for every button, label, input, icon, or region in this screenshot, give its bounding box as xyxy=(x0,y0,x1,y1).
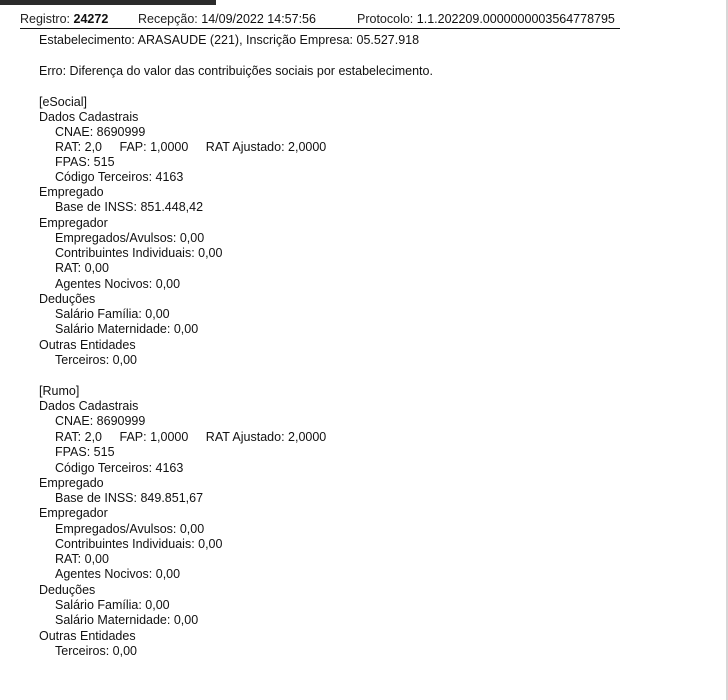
rumo-fpas: FPAS: 515 xyxy=(55,445,115,459)
report-header xyxy=(20,12,620,29)
rumo-rat-ajustado: RAT Ajustado: 2,0000 xyxy=(205,430,327,444)
error-line: Erro: Diferença do valor das contribuições sociais por estabelecimento. xyxy=(39,64,433,78)
registro-value: 24272 xyxy=(73,12,109,26)
esocial-empregador: Empregador xyxy=(39,216,108,230)
rumo-codigo-terceiros: Código Terceiros: 4163 xyxy=(55,461,184,475)
rumo-contribuintes-individuais: Contribuintes Individuais: 0,00 xyxy=(55,537,223,551)
esocial-cnae: CNAE: 8690999 xyxy=(55,125,146,139)
recepcao-value: 14/09/2022 14:57:56 xyxy=(201,12,316,26)
esocial-fap: FAP: 1,0000 xyxy=(119,140,189,154)
rumo-rat-value: RAT: 0,00 xyxy=(55,552,109,566)
rumo-rat: RAT: 2,0 xyxy=(55,430,103,444)
rumo-empregador: Empregador xyxy=(39,506,108,520)
rumo-terceiros: Terceiros: 0,00 xyxy=(55,644,137,658)
esocial-codigo-terceiros: Código Terceiros: 4163 xyxy=(55,170,184,184)
esocial-terceiros: Terceiros: 0,00 xyxy=(55,353,137,367)
esocial-rat-line xyxy=(55,140,326,155)
rumo-deducoes: Deduções xyxy=(39,583,96,597)
rumo-empregado: Empregado xyxy=(39,476,104,490)
rumo-agentes-nocivos: Agentes Nocivos: 0,00 xyxy=(55,567,181,581)
esocial-rat-value: RAT: 0,00 xyxy=(55,261,109,275)
registro-label: Registro: xyxy=(20,12,71,26)
rumo-section-title: [Rumo] xyxy=(39,384,80,398)
establishment-line: Estabelecimento: ARASAUDE (221), Inscrição Empresa: 05.527.918 xyxy=(39,33,420,47)
esocial-base-inss: Base de INSS: 851.448,42 xyxy=(55,200,204,214)
esocial-dados-cadastrais: Dados Cadastrais xyxy=(39,110,139,124)
esocial-salario-maternidade: Salário Maternidade: 0,00 xyxy=(55,322,199,336)
esocial-deducoes: Deduções xyxy=(39,292,96,306)
esocial-agentes-nocivos: Agentes Nocivos: 0,00 xyxy=(55,277,181,291)
rumo-fap: FAP: 1,0000 xyxy=(119,430,189,444)
protocolo-field xyxy=(357,12,615,26)
recepcao-label: Recepção: xyxy=(138,12,198,26)
esocial-rat-ajustado: RAT Ajustado: 2,0000 xyxy=(205,140,327,154)
rumo-salario-maternidade: Salário Maternidade: 0,00 xyxy=(55,613,199,627)
rumo-dados-cadastrais: Dados Cadastrais xyxy=(39,399,139,413)
esocial-outras-entidades: Outras Entidades xyxy=(39,338,136,352)
recepcao-field xyxy=(138,12,316,26)
esocial-section-title: [eSocial] xyxy=(39,95,87,109)
rumo-rat-line xyxy=(55,430,326,445)
esocial-fpas: FPAS: 515 xyxy=(55,155,115,169)
protocolo-label: Protocolo: xyxy=(357,12,414,26)
esocial-salario-familia: Salário Família: 0,00 xyxy=(55,307,170,321)
registro-field xyxy=(20,12,108,26)
esocial-empregado: Empregado xyxy=(39,185,104,199)
protocolo-value: 1.1.202209.0000000003564778795 xyxy=(416,12,615,26)
top-toolbar-edge xyxy=(0,0,216,5)
esocial-rat: RAT: 2,0 xyxy=(55,140,103,154)
rumo-base-inss: Base de INSS: 849.851,67 xyxy=(55,491,204,505)
rumo-salario-familia: Salário Família: 0,00 xyxy=(55,598,170,612)
rumo-empregados-avulsos: Empregados/Avulsos: 0,00 xyxy=(55,522,205,536)
esocial-contribuintes-individuais: Contribuintes Individuais: 0,00 xyxy=(55,246,223,260)
rumo-outras-entidades: Outras Entidades xyxy=(39,629,136,643)
rumo-cnae: CNAE: 8690999 xyxy=(55,414,146,428)
esocial-empregados-avulsos: Empregados/Avulsos: 0,00 xyxy=(55,231,205,245)
